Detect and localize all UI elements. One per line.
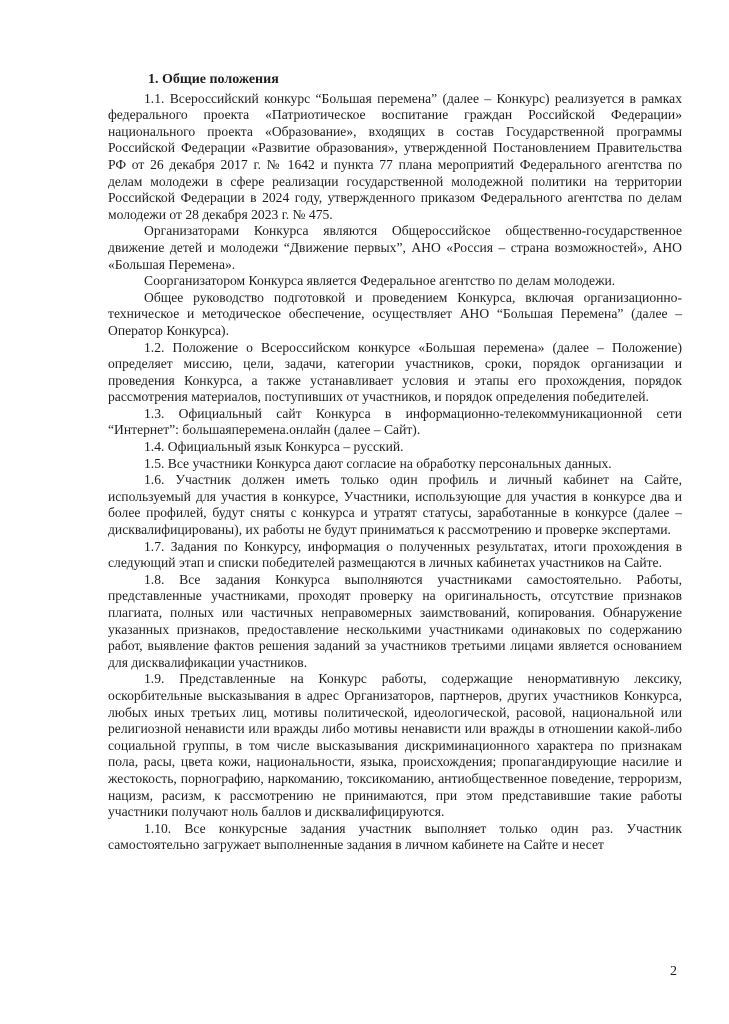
paragraph-1-3: 1.3. Официальный сайт Конкурса в информационно-телекоммуникационной сети “Интернет”: большаяперемена.онлайн (далее – Сайт). <box>108 405 682 438</box>
paragraph-1-8: 1.8. Все задания Конкурса выполняются участниками самостоятельно. Работы, представленные участниками, проходят проверку на оригинальность, отсутствие признаков плагиата, полных или частичных неправомерных заимствований, копирования. Обнаружение указанных признаков, предоставление несколькими участниками одинаковых по содержанию работ, выявление фактов решения заданий за участников третьими лицами является основанием для дисквалификации участников. <box>108 571 682 670</box>
paragraph-1-7: 1.7. Задания по Конкурсу, информация о полученных результатах, итоги прохождения в следующий этап и списки победителей размещаются в личных кабинетах участников на Сайте. <box>108 538 682 571</box>
paragraph-1-2: 1.2. Положение о Всероссийском конкурсе «Большая перемена» (далее – Положение) определяет миссию, цели, задачи, категории участников, сроки, порядок организации и проведения Конкурса, а также устанавливает условия и этапы его прохождения, порядок рассмотрения материалов, поступивших от участников, и порядок определения победителей. <box>108 339 682 405</box>
paragraph-co-organizer: Соорганизатором Конкурса является Федеральное агентство по делам молодежи. <box>144 273 616 289</box>
section-heading: 1. Общие положения <box>148 72 279 87</box>
paragraph-1-5: 1.5. Все участники Конкурса дают согласие на обработку персональных данных. <box>144 455 612 471</box>
paragraph-management: Общее руководство подготовкой и проведением Конкурса, включая организационно-техническое и методическое обеспечение, осуществляет АНО “Большая Перемена” (далее – Оператор Конкурса). <box>108 289 682 338</box>
page-number: 2 <box>670 964 677 979</box>
document-body <box>108 72 682 854</box>
paragraph-organizers: Организаторами Конкурса являются Общероссийское общественно-государственное движение детей и молодежи “Движение первых”, АНО «Россия – страна возможностей», АНО «Большая Перемена». <box>108 223 682 272</box>
paragraph-1-9: 1.9. Представленные на Конкурс работы, содержащие ненормативную лексику, оскорбительные высказывания в адрес Организаторов, партнеров, других участников Конкурса, любых иных третьих лиц, мотивы политической, идеологической, расовой, национальной или религиозной ненависти или вражды либо мотивы ненависти или вражды в отношении какой-либо социальной группы, в том числе высказывания дискриминационного характера по признакам пола, расы, цвета кожи, национальности, языка, происхождения; пропагандирующие насилие и жестокость, порнографию, наркоманию, токсикоманию, антиобщественное поведение, терроризм, нацизм, расизм, к рассмотрению не принимаются, при этом представившие такие работы участники получают ноль баллов и дисквалифицируются. <box>108 671 682 820</box>
paragraph-1-6: 1.6. Участник должен иметь только один профиль и личный кабинет на Сайте, используемый для участия в конкурсе, Участники, использующие для участия в конкурсе два и более профилей, будут сняты с конкурса и утратят статусы, заработанные в конкурсе (далее – дисквалифицированы), их работы не будут приниматься к рассмотрению и проверке экспертами. <box>108 472 682 538</box>
paragraph-1-4: 1.4. Официальный язык Конкурса – русский. <box>144 439 404 455</box>
paragraph-1-1: 1.1. Всероссийский конкурс “Большая перемена” (далее – Конкурс) реализуется в рамках федерального проекта «Патриотическое воспитание граждан Российской Федерации» национального проекта «Образование», входящих в состав Государственной программы Российской Федерации «Развитие образования», утвержденной Постановлением Правительства РФ от 26 декабря 2017 г. № 1642 и пункта 77 плана мероприятий Федерального агентства по делам молодежи в сфере реализации государственной молодежной политики на территории Российской Федерации в 2024 году, утвержденного приказом Федерального агентства по делам молодежи от 28 декабря 2023 г. № 475. <box>108 90 682 222</box>
paragraph-1-10: 1.10. Все конкурсные задания участник выполняет только один раз. Участник самостоятельно загружает выполненные задания в личном кабинете на Сайте и несет <box>108 820 682 853</box>
